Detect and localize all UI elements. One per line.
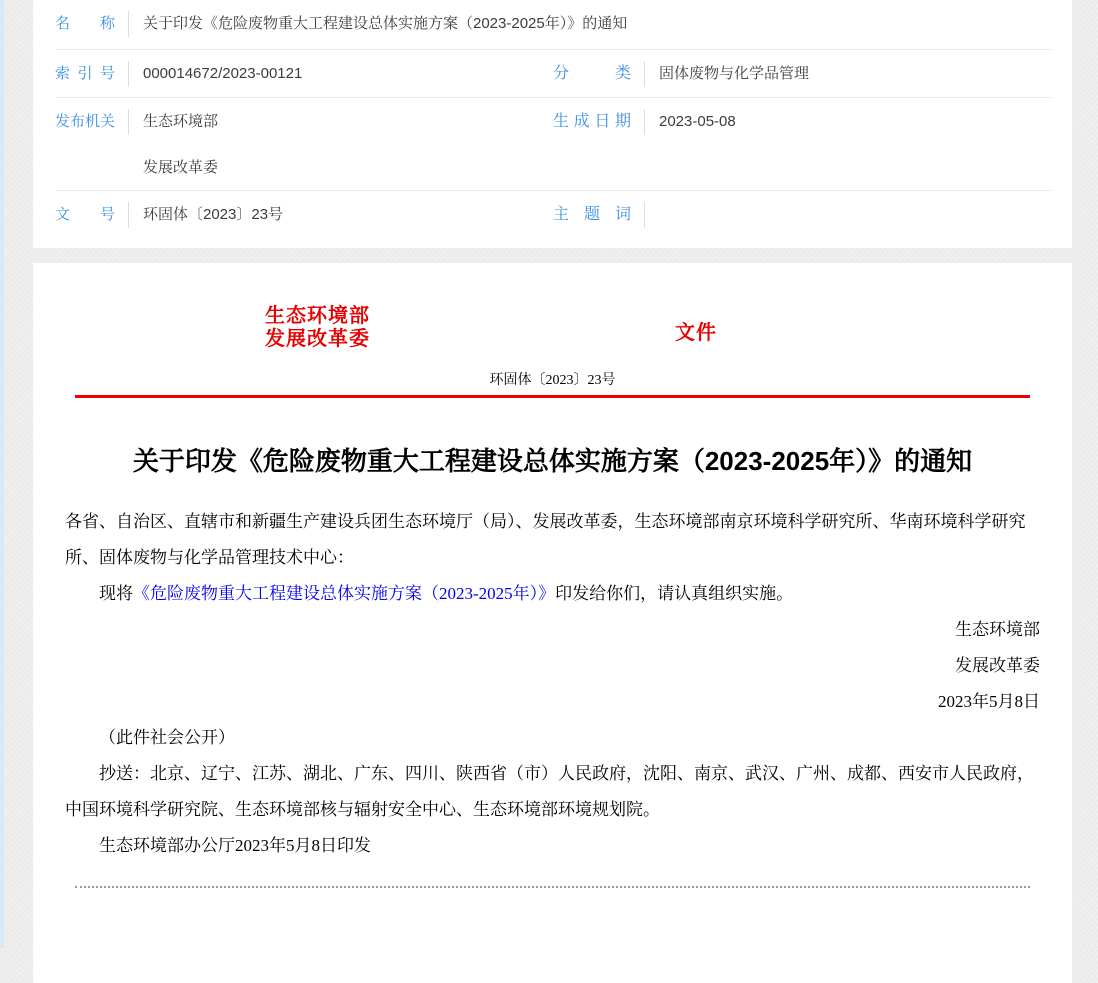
meta-cell-issuing-agency (33, 98, 553, 191)
meta-label-generated-date: 生成日期 (553, 113, 631, 130)
meta-cell-subject-words (553, 191, 1072, 248)
body-paragraph (65, 576, 1040, 612)
issuing-agency-line1: 生态环境部 (143, 113, 219, 130)
meta-cell-index-number (33, 50, 553, 98)
meta-value-doc-number: 环固体〔2023〕23号 (143, 206, 284, 223)
meta-row-name (33, 0, 1072, 50)
cc-list-paragraph: 抄送：北京、辽宁、江苏、湖北、广东、四川、陕西省（市）人民政府，沈阳、南京、武汉、广州、成都、西安市人民政府，中国环境科学研究院、生态环境部核与辐射安全中心、生态环境部环境规划院。 (65, 764, 1034, 819)
meta-value-index-number: 000014672/2023-00121 (143, 65, 303, 82)
meta-label-category: 分类 (553, 65, 631, 82)
meta-cell-doc-number (33, 191, 553, 248)
meta-label-doc-number: 文号 (55, 206, 115, 223)
footer-dotted-divider (75, 886, 1030, 888)
letterhead-agency-names (265, 305, 370, 351)
meta-label-index-number: 索引号 (55, 65, 115, 82)
issuing-agency-line2: 发展改革委 (143, 159, 219, 176)
meta-label-issuing-agency: 发布机关 (55, 113, 116, 130)
letterhead-agency-line2: 发展改革委 (265, 328, 370, 350)
document-metadata-panel (33, 0, 1072, 248)
meta-value-issuing-agency (143, 112, 218, 178)
signature-date: 2023年5月8日 (938, 692, 1040, 711)
signature-agency-line2: 发展改革委 (955, 656, 1040, 675)
document-title: 关于印发《危险废物重大工程建设总体实施方案（2023-2025年）》的通知 (132, 446, 973, 476)
meta-cell-generated-date (553, 98, 1072, 191)
meta-value-generated-date: 2023-05-08 (659, 113, 736, 130)
document-body (65, 504, 1040, 864)
official-document-panel (33, 263, 1072, 983)
meta-row-index-category (33, 50, 1072, 98)
page-left-accent-strip (0, 0, 4, 948)
label-value-divider (644, 202, 645, 228)
body-text-prefix: 现将 (99, 584, 133, 603)
implementation-plan-link[interactable]: 《危险废物重大工程建设总体实施方案（2023-2025年）》 (133, 584, 556, 603)
label-value-divider (128, 61, 129, 87)
meta-cell-category (553, 50, 1072, 98)
label-value-divider (644, 109, 645, 135)
label-value-divider (128, 202, 129, 228)
meta-label-subject-words: 主题词 (553, 206, 631, 223)
document-number: 环固体〔2023〕23号 (489, 373, 616, 388)
meta-value-category: 固体废物与化学品管理 (659, 65, 810, 82)
label-value-divider (128, 11, 129, 37)
meta-label-name: 名称 (55, 15, 115, 32)
label-value-divider (128, 109, 129, 135)
meta-row-agency-date (33, 98, 1072, 191)
letterhead-doc-type: 文件 (675, 322, 717, 344)
document-letterhead (65, 305, 1040, 351)
salutation-paragraph: 各省、自治区、直辖市和新疆生产建设兵团生态环境厅（局）、发展改革委，生态环境部南京环境科学研究所、华南环境科学研究所、固体废物与化学品管理技术中心： (65, 512, 1026, 567)
print-issue-note: 生态环境部办公厅2023年5月8日印发 (99, 836, 371, 855)
letterhead-red-rule (75, 395, 1030, 398)
meta-row-docnumber-subject (33, 191, 1072, 248)
meta-cell-name (33, 0, 1072, 50)
signature-agency-line1: 生态环境部 (955, 620, 1040, 639)
letterhead-agency-line1: 生态环境部 (265, 305, 370, 327)
body-text-suffix: 印发给你们，请认真组织实施。 (555, 584, 794, 603)
meta-value-name: 关于印发《危险废物重大工程建设总体实施方案（2023-2025年）》的通知 (143, 15, 628, 32)
public-disclosure-note: （此件社会公开） (99, 728, 235, 747)
label-value-divider (644, 61, 645, 87)
